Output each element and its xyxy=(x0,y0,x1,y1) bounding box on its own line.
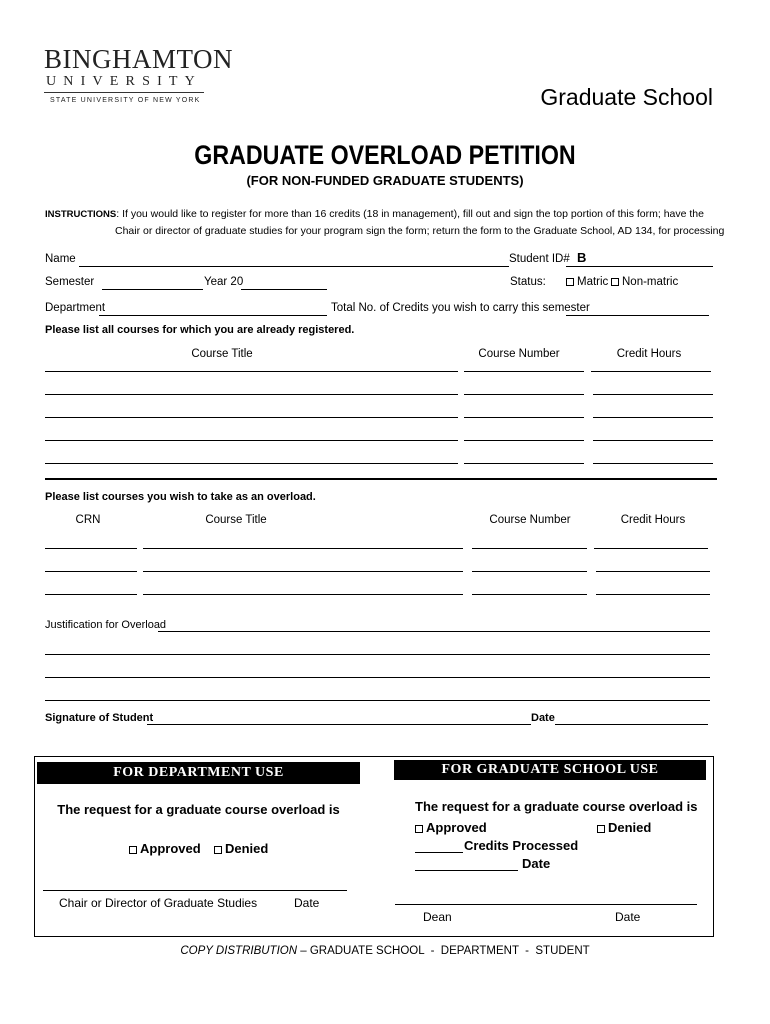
credits-processed-field[interactable] xyxy=(415,852,463,853)
grad-processed-date-field[interactable] xyxy=(415,870,518,871)
chair-signature-label: Chair or Director of Graduate Studies xyxy=(59,896,258,910)
department-denied-label: Denied xyxy=(225,841,269,856)
grad-approved-label: Approved xyxy=(426,820,487,835)
registered-heading: Please list all courses for which you are already registered. xyxy=(45,324,355,336)
copy-distribution-prefix: COPY DISTRIBUTION xyxy=(180,945,298,957)
student-id-label: Student ID# xyxy=(509,253,570,265)
grad-approved-checkbox[interactable] xyxy=(415,825,423,833)
logo-tagline: STATE UNIVERSITY OF NEW YORK xyxy=(50,97,201,104)
registered-row-2-number[interactable] xyxy=(464,394,584,395)
registered-row-5-title[interactable] xyxy=(45,463,458,464)
overload-row-1-credits[interactable] xyxy=(594,548,708,549)
registered-row-5-number[interactable] xyxy=(464,463,584,464)
chair-date-label: Date xyxy=(294,896,320,910)
registered-row-3-number[interactable] xyxy=(464,417,584,418)
registered-row-4-number[interactable] xyxy=(464,440,584,441)
grad-denied-label: Denied xyxy=(608,820,652,835)
justification-label: Justification for Overload xyxy=(45,619,167,631)
overload-row-3-title[interactable] xyxy=(143,594,463,595)
department-approved-option[interactable] xyxy=(129,841,201,856)
name-field[interactable] xyxy=(79,266,509,267)
credits-label: Total No. of Credits you wish to carry this semester xyxy=(331,302,590,314)
year-label: Year 20 xyxy=(204,276,244,288)
signature-date-field[interactable] xyxy=(555,724,708,725)
logo-university-word: UNIVERSITY xyxy=(46,74,202,89)
dean-date-label: Date xyxy=(615,910,641,924)
justification-line-3[interactable] xyxy=(45,677,710,678)
grad-processed-date-label: Date xyxy=(522,856,551,871)
chair-signature-line[interactable] xyxy=(43,890,347,891)
overload-row-1-number[interactable] xyxy=(472,548,587,549)
overload-col-crn: CRN xyxy=(75,514,101,526)
credits-field[interactable] xyxy=(566,315,709,316)
department-denied-option[interactable] xyxy=(214,841,268,856)
registered-row-1-title[interactable] xyxy=(45,371,458,372)
overload-row-3-credits[interactable] xyxy=(596,594,710,595)
graduate-school-heading: Graduate School xyxy=(540,84,713,110)
overload-col-credits: Credit Hours xyxy=(620,514,686,526)
justification-line-1[interactable] xyxy=(158,631,710,632)
nonmatric-label: Non-matric xyxy=(622,276,679,288)
registered-col-credits: Credit Hours xyxy=(616,348,682,360)
registered-row-3-credits[interactable] xyxy=(593,417,713,418)
overload-row-2-crn[interactable] xyxy=(45,571,137,572)
overload-row-2-title[interactable] xyxy=(143,571,463,572)
dean-label: Dean xyxy=(423,910,452,924)
logo-university-name: BINGHAMTON xyxy=(44,44,234,74)
grad-request-text: The request for a graduate course overload is xyxy=(415,799,698,814)
student-id-field[interactable] xyxy=(566,266,713,267)
registered-row-5-credits[interactable] xyxy=(593,463,713,464)
department-request-text: The request for a graduate course overload is xyxy=(57,802,340,817)
credits-processed-label: Credits Processed xyxy=(464,838,579,853)
grad-denied-option[interactable] xyxy=(597,820,651,835)
instructions-line1: : If you would like to register for more than 16 credits (18 in management), fill out and sign the top portion of this form; have the xyxy=(116,208,704,220)
form-subtitle: (FOR NON-FUNDED GRADUATE STUDENTS) xyxy=(246,173,524,188)
copy-distribution xyxy=(0,945,770,957)
overload-col-number: Course Number xyxy=(489,514,571,526)
signature-date-label: Date xyxy=(531,712,555,724)
instructions-line2: Chair or director of graduate studies for your program sign the form; return the form to the Graduate School, AD 134, for processing xyxy=(115,225,725,237)
year-field[interactable] xyxy=(241,289,327,290)
overload-row-3-number[interactable] xyxy=(472,594,587,595)
matric-option[interactable] xyxy=(566,276,608,288)
matric-label: Matric xyxy=(577,276,609,288)
department-approved-checkbox[interactable] xyxy=(129,846,137,854)
registered-col-title: Course Title xyxy=(191,348,253,360)
overload-row-2-credits[interactable] xyxy=(596,571,710,572)
overload-col-title: Course Title xyxy=(205,514,267,526)
registered-row-4-credits[interactable] xyxy=(593,440,713,441)
grad-approved-option[interactable] xyxy=(415,820,487,835)
registered-col-number: Course Number xyxy=(478,348,560,360)
registered-row-4-title[interactable] xyxy=(45,440,458,441)
department-label: Department xyxy=(45,302,106,314)
copy-distribution-text: – GRADUATE SCHOOL - DEPARTMENT - STUDENT xyxy=(297,945,590,957)
form-title: GRADUATE OVERLOAD PETITION xyxy=(194,140,576,170)
overload-row-2-number[interactable] xyxy=(472,571,587,572)
status-label: Status: xyxy=(510,276,546,288)
overload-heading: Please list courses you wish to take as an overload. xyxy=(45,491,316,503)
section-divider xyxy=(45,478,717,480)
overload-row-1-title[interactable] xyxy=(143,548,463,549)
department-denied-checkbox[interactable] xyxy=(214,846,222,854)
logo-divider xyxy=(44,92,204,93)
department-use-heading: FOR DEPARTMENT USE xyxy=(37,762,360,784)
matric-checkbox[interactable] xyxy=(566,278,574,286)
semester-label: Semester xyxy=(45,276,95,288)
nonmatric-checkbox[interactable] xyxy=(611,278,619,286)
department-approved-label: Approved xyxy=(140,841,201,856)
instructions-label: INSTRUCTIONS xyxy=(45,209,117,220)
registered-row-2-credits[interactable] xyxy=(593,394,713,395)
overload-row-1-crn[interactable] xyxy=(45,548,137,549)
semester-field[interactable] xyxy=(102,289,203,290)
graduate-school-use-heading: FOR GRADUATE SCHOOL USE xyxy=(394,760,706,780)
grad-denied-checkbox[interactable] xyxy=(597,825,605,833)
overload-row-3-crn[interactable] xyxy=(45,594,137,595)
name-label: Name xyxy=(45,253,76,265)
signature-label: Signature of Student xyxy=(45,712,154,724)
instructions xyxy=(45,206,725,239)
justification-line-4[interactable] xyxy=(45,700,710,701)
registered-row-3-title[interactable] xyxy=(45,417,458,418)
registered-row-2-title[interactable] xyxy=(45,394,458,395)
nonmatric-option[interactable] xyxy=(611,276,678,288)
department-field[interactable] xyxy=(99,315,327,316)
signature-field[interactable] xyxy=(147,724,531,725)
justification-line-2[interactable] xyxy=(45,654,710,655)
registered-row-1-number[interactable] xyxy=(464,371,584,372)
student-id-prefix: B xyxy=(577,250,587,265)
dean-signature-line[interactable] xyxy=(395,904,697,905)
registered-row-1-credits[interactable] xyxy=(591,371,711,372)
